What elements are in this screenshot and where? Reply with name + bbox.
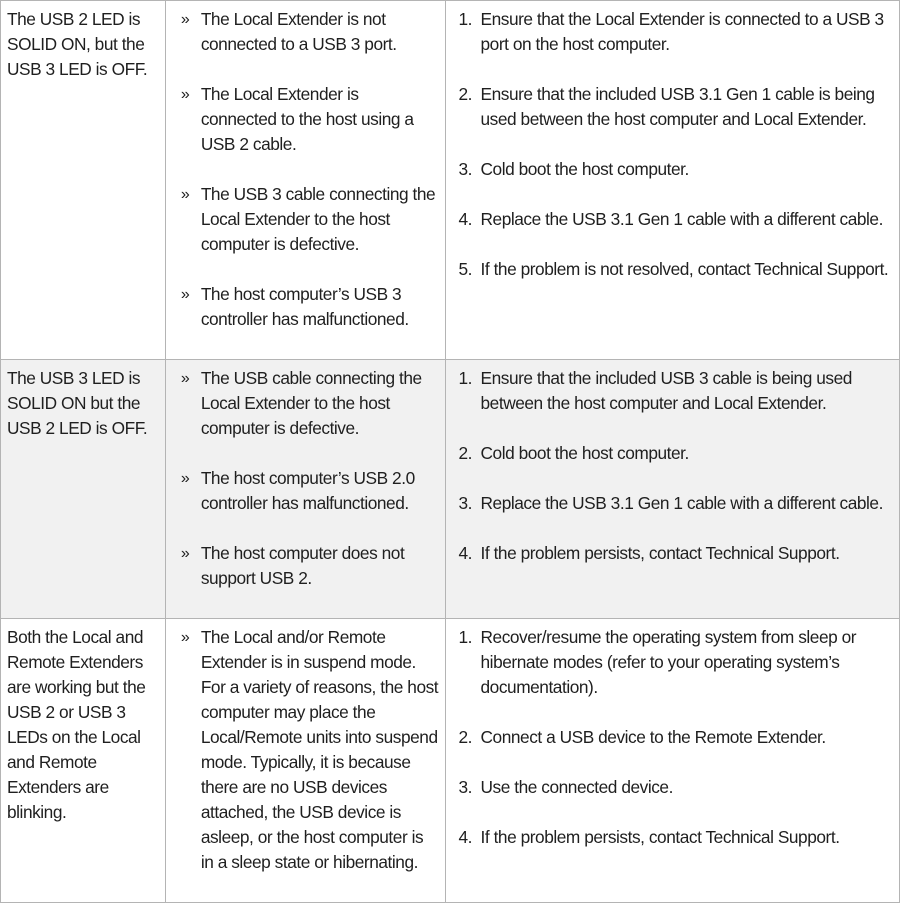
symptom-cell — [1, 360, 166, 618]
bullet-icon: » — [180, 286, 190, 303]
symptom-text: The USB 2 LED is SOLID ON, but the USB 3 LED is OFF. — [7, 9, 148, 79]
solution-cell — [446, 360, 900, 618]
bullet-icon: » — [180, 545, 190, 562]
cause-item: » The USB 3 cable connecting the Local Extender to the host computer is defective. — [172, 182, 439, 257]
cause-item: » The USB cable connecting the Local Extender to the host computer is defective. — [172, 366, 439, 441]
bullet-icon: » — [180, 629, 190, 646]
solution-item: 3. Use the connected device. — [458, 777, 673, 797]
symptom-text: Both the Local and Remote Extenders are working but the USB 2 or USB 3 LEDs on the Local and Remote Extenders are blinking. — [7, 627, 146, 822]
solution-cell — [446, 619, 900, 902]
cause-cell — [166, 360, 446, 618]
solution-item: 4. If the problem persists, contact Technical Support. — [458, 827, 840, 847]
solution-item: 4. Replace the USB 3.1 Gen 1 cable with a different cable. — [458, 209, 883, 229]
cause-item: » The Local Extender is connected to the host using a USB 2 cable. — [172, 82, 439, 157]
solution-item: 1. Recover/resume the operating system from sleep or hibernate modes (refer to your operating system’s documentation). — [458, 627, 857, 697]
solution-cell — [446, 1, 900, 359]
bullet-icon: » — [180, 86, 190, 103]
cause-cell — [166, 619, 446, 902]
cause-item: » The host computer’s USB 3 controller has malfunctioned. — [172, 282, 439, 332]
bullet-icon: » — [180, 11, 190, 28]
solution-item: 1. Ensure that the Local Extender is connected to a USB 3 port on the host computer. — [458, 9, 884, 54]
solution-item: 3. Cold boot the host computer. — [458, 159, 689, 179]
cause-item: » The host computer does not support USB 2. — [172, 541, 439, 591]
solution-item: 2. Cold boot the host computer. — [458, 443, 689, 463]
table-row — [1, 360, 900, 619]
solution-item: 3. Replace the USB 3.1 Gen 1 cable with a different cable. — [458, 493, 883, 513]
cause-item: » The host computer’s USB 2.0 controller has malfunctioned. — [172, 466, 439, 516]
solution-item: 4. If the problem persists, contact Technical Support. — [458, 543, 840, 563]
solution-item: 2. Connect a USB device to the Remote Extender. — [458, 727, 826, 747]
solution-item: 1. Ensure that the included USB 3 cable is being used between the host computer and Local Extender. — [458, 368, 852, 413]
cause-cell — [166, 1, 446, 359]
solution-item: 5. If the problem is not resolved, contact Technical Support. — [458, 259, 889, 279]
symptom-text: The USB 3 LED is SOLID ON but the USB 2 LED is OFF. — [7, 368, 148, 438]
table-row — [1, 1, 900, 360]
bullet-icon: » — [180, 186, 190, 203]
bullet-icon: » — [180, 470, 190, 487]
cause-item: » The Local Extender is not connected to a USB 3 port. — [172, 7, 439, 57]
table-row — [1, 619, 900, 903]
symptom-cell — [1, 1, 166, 359]
cause-item: » The Local and/or Remote Extender is in suspend mode. For a variety of reasons, the host computer may place the Local/Remote units into suspend mode. Typically, it is because there are no USB devices attached, the USB device is asleep, or the host computer is in a sleep state or hibernating. — [172, 625, 439, 875]
bullet-icon: » — [180, 370, 190, 387]
solution-item: 2. Ensure that the included USB 3.1 Gen 1 cable is being used between the host computer and Local Extender. — [458, 84, 875, 129]
symptom-cell — [1, 619, 166, 902]
